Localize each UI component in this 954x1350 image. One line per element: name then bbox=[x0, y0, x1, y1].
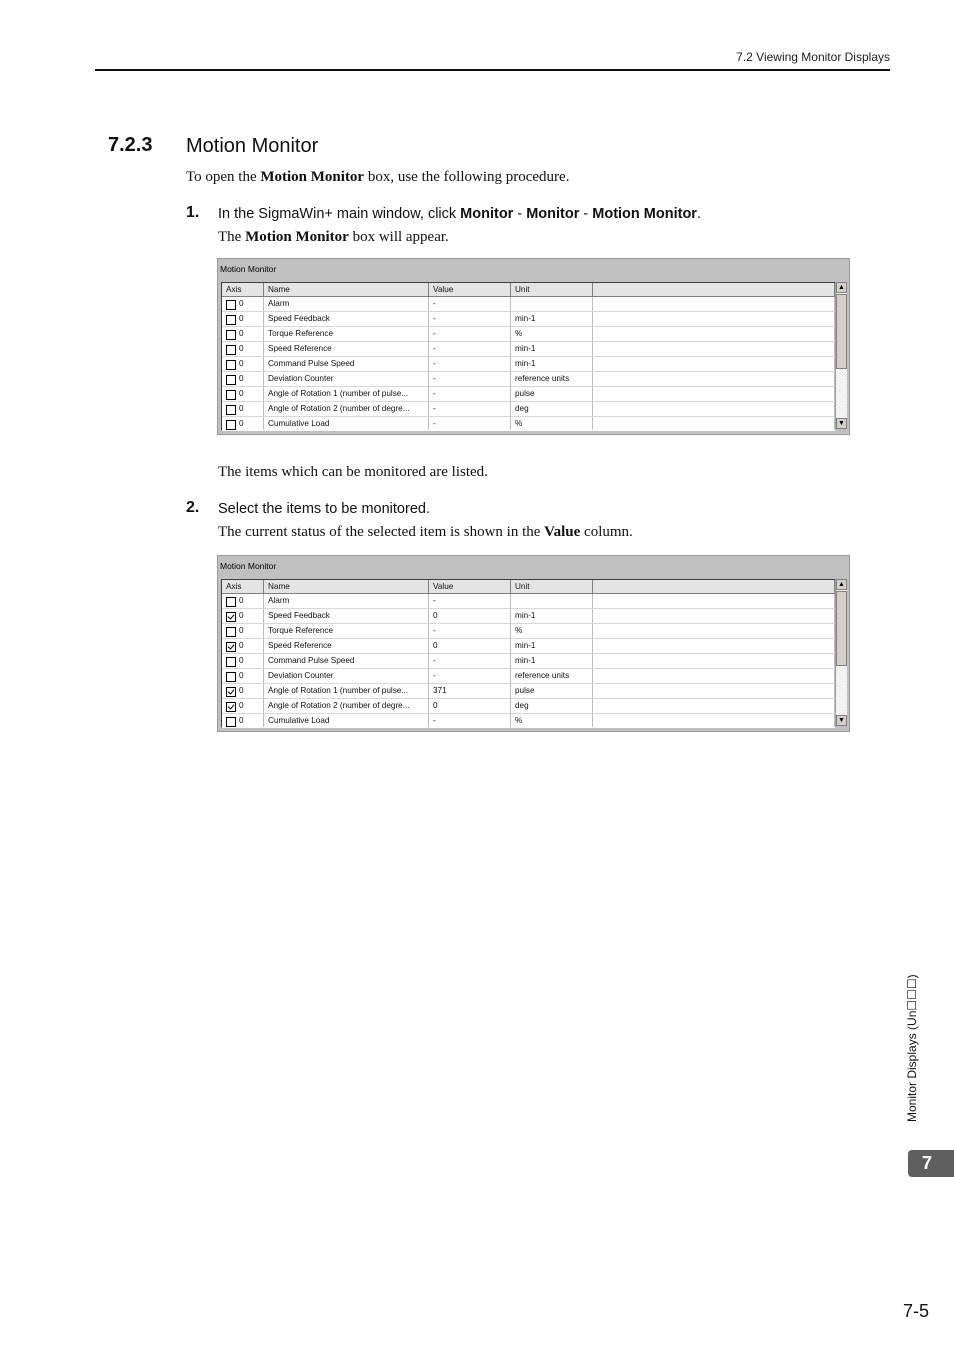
unit-cell: min-1 bbox=[511, 639, 593, 653]
unit-cell: pulse bbox=[511, 684, 593, 698]
column-header-axis[interactable]: Axis bbox=[222, 283, 264, 296]
unit-cell: min-1 bbox=[511, 609, 593, 623]
table-row[interactable] bbox=[222, 624, 835, 639]
value-cell: - bbox=[429, 669, 511, 683]
unit-cell: deg bbox=[511, 699, 593, 713]
menu-motion-monitor: Motion Monitor bbox=[592, 206, 697, 222]
unit-cell: % bbox=[511, 327, 593, 341]
blank-cell bbox=[593, 684, 835, 698]
table-row[interactable] bbox=[222, 669, 835, 684]
intro-text-2: box, use the following procedure. bbox=[364, 169, 570, 185]
unit-cell bbox=[511, 594, 593, 608]
checkbox-checked-icon[interactable] bbox=[226, 687, 236, 697]
name-cell: Speed Reference bbox=[264, 639, 429, 653]
axis-number: 0 bbox=[239, 344, 244, 353]
name-cell: Command Pulse Speed bbox=[264, 357, 429, 371]
axis-cell bbox=[222, 387, 264, 401]
axis-cell bbox=[222, 654, 264, 668]
checkbox-icon[interactable] bbox=[226, 345, 236, 355]
value-cell: 0 bbox=[429, 699, 511, 713]
name-cell: Cumulative Load bbox=[264, 714, 429, 728]
axis-number: 0 bbox=[239, 359, 244, 368]
column-header-value[interactable]: Value bbox=[429, 580, 511, 593]
name-cell: Speed Feedback bbox=[264, 312, 429, 326]
table-row[interactable] bbox=[222, 639, 835, 654]
blank-cell bbox=[593, 417, 835, 431]
step-2-body-text-2: column. bbox=[580, 524, 633, 540]
step-2-body bbox=[218, 524, 633, 541]
section-number: 7.2.3 bbox=[108, 134, 153, 156]
step-1-body-text-1: The bbox=[218, 229, 246, 245]
scroll-up-icon[interactable]: ▲ bbox=[836, 579, 847, 590]
checkbox-checked-icon[interactable] bbox=[226, 702, 236, 712]
name-cell: Alarm bbox=[264, 297, 429, 311]
vertical-scrollbar[interactable] bbox=[835, 282, 847, 429]
checkbox-icon[interactable] bbox=[226, 672, 236, 682]
table-row[interactable] bbox=[222, 297, 835, 312]
column-header-unit[interactable]: Unit bbox=[511, 283, 593, 296]
axis-number: 0 bbox=[239, 299, 244, 308]
table-row[interactable] bbox=[222, 594, 835, 609]
checkbox-icon[interactable] bbox=[226, 717, 236, 727]
table-row[interactable] bbox=[222, 417, 835, 431]
column-header-name[interactable]: Name bbox=[264, 580, 429, 593]
table-row[interactable] bbox=[222, 684, 835, 699]
unit-cell bbox=[511, 297, 593, 311]
value-cell: - bbox=[429, 297, 511, 311]
value-cell: - bbox=[429, 342, 511, 356]
axis-cell bbox=[222, 594, 264, 608]
checkbox-checked-icon[interactable] bbox=[226, 612, 236, 622]
table-row[interactable] bbox=[222, 327, 835, 342]
axis-number: 0 bbox=[239, 329, 244, 338]
blank-cell bbox=[593, 402, 835, 416]
name-cell: Angle of Rotation 2 (number of degre... bbox=[264, 699, 429, 713]
value-cell: - bbox=[429, 594, 511, 608]
blank-cell bbox=[593, 699, 835, 713]
grid-header bbox=[222, 580, 835, 594]
step-1-body-bold: Motion Monitor bbox=[245, 229, 349, 245]
value-cell: - bbox=[429, 624, 511, 638]
blank-cell bbox=[593, 594, 835, 608]
window-title: Motion Monitor bbox=[220, 264, 277, 274]
chapter-side-label: Monitor Displays (Un☐☐☐) bbox=[905, 974, 919, 1122]
table-row[interactable] bbox=[222, 654, 835, 669]
table-row[interactable] bbox=[222, 342, 835, 357]
unit-cell: min-1 bbox=[511, 654, 593, 668]
menu-separator-2: - bbox=[579, 206, 593, 222]
column-header-axis[interactable]: Axis bbox=[222, 580, 264, 593]
axis-number: 0 bbox=[239, 404, 244, 413]
value-cell: - bbox=[429, 714, 511, 728]
name-cell: Deviation Counter bbox=[264, 669, 429, 683]
axis-cell bbox=[222, 297, 264, 311]
grid-header bbox=[222, 283, 835, 297]
menu-monitor-2: Monitor bbox=[526, 206, 580, 222]
step-1-body bbox=[218, 229, 449, 246]
window-title: Motion Monitor bbox=[220, 561, 277, 571]
axis-cell bbox=[222, 639, 264, 653]
blank-cell bbox=[593, 609, 835, 623]
value-cell: - bbox=[429, 402, 511, 416]
value-cell: - bbox=[429, 387, 511, 401]
step-2-number: 2. bbox=[186, 499, 200, 516]
value-cell: - bbox=[429, 654, 511, 668]
name-cell: Angle of Rotation 2 (number of degre... bbox=[264, 402, 429, 416]
step-1-instruction bbox=[218, 206, 701, 222]
unit-cell: deg bbox=[511, 402, 593, 416]
table-row[interactable] bbox=[222, 357, 835, 372]
axis-number: 0 bbox=[239, 626, 244, 635]
axis-cell bbox=[222, 312, 264, 326]
axis-cell bbox=[222, 699, 264, 713]
step-1-body-text-2: box will appear. bbox=[348, 229, 449, 245]
column-header-name[interactable]: Name bbox=[264, 283, 429, 296]
checkbox-checked-icon[interactable] bbox=[226, 642, 236, 652]
value-cell: - bbox=[429, 417, 511, 431]
column-header-unit[interactable]: Unit bbox=[511, 580, 593, 593]
column-header-value[interactable]: Value bbox=[429, 283, 511, 296]
axis-number: 0 bbox=[239, 389, 244, 398]
column-header-blank bbox=[593, 283, 835, 296]
unit-cell: reference units bbox=[511, 372, 593, 386]
table-row[interactable] bbox=[222, 387, 835, 402]
checkbox-icon[interactable] bbox=[226, 405, 236, 415]
blank-cell bbox=[593, 312, 835, 326]
axis-number: 0 bbox=[239, 716, 244, 725]
chapter-tab: 7 bbox=[908, 1150, 954, 1177]
step-1-text: In the SigmaWin+ main window, click bbox=[218, 206, 461, 222]
name-cell: Deviation Counter bbox=[264, 372, 429, 386]
value-cell: 0 bbox=[429, 639, 511, 653]
name-cell: Angle of Rotation 1 (number of pulse... bbox=[264, 387, 429, 401]
axis-number: 0 bbox=[239, 641, 244, 650]
blank-cell bbox=[593, 357, 835, 371]
step-2-body-text-1: The current status of the selected item is shown in the bbox=[218, 524, 545, 540]
unit-cell: min-1 bbox=[511, 357, 593, 371]
blank-cell bbox=[593, 297, 835, 311]
motion-monitor-window-1 bbox=[217, 258, 850, 435]
axis-number: 0 bbox=[239, 374, 244, 383]
axis-cell bbox=[222, 669, 264, 683]
step-2-instruction: Select the items to be monitored. bbox=[218, 501, 430, 517]
name-cell: Speed Reference bbox=[264, 342, 429, 356]
checkbox-icon[interactable] bbox=[226, 627, 236, 637]
blank-cell bbox=[593, 624, 835, 638]
checkbox-icon[interactable] bbox=[226, 390, 236, 400]
blank-cell bbox=[593, 714, 835, 728]
step-1-end: . bbox=[696, 206, 701, 222]
intro-paragraph bbox=[186, 169, 569, 186]
scroll-thumb[interactable] bbox=[836, 294, 847, 369]
unit-cell: % bbox=[511, 417, 593, 431]
checkbox-icon[interactable] bbox=[226, 420, 236, 430]
intro-text-1: To open the bbox=[186, 169, 261, 185]
value-cell: 371 bbox=[429, 684, 511, 698]
axis-cell bbox=[222, 327, 264, 341]
axis-number: 0 bbox=[239, 596, 244, 605]
table-row[interactable] bbox=[222, 714, 835, 728]
name-cell: Angle of Rotation 1 (number of pulse... bbox=[264, 684, 429, 698]
axis-cell bbox=[222, 684, 264, 698]
table-row[interactable] bbox=[222, 699, 835, 714]
axis-cell bbox=[222, 357, 264, 371]
step-2-body-bold: Value bbox=[544, 524, 581, 540]
menu-monitor-1: Monitor bbox=[460, 206, 514, 222]
column-header-blank bbox=[593, 580, 835, 593]
vertical-scrollbar[interactable] bbox=[835, 579, 847, 726]
checkbox-icon[interactable] bbox=[226, 375, 236, 385]
motion-monitor-window-2 bbox=[217, 555, 850, 732]
blank-cell bbox=[593, 372, 835, 386]
checkbox-icon[interactable] bbox=[226, 597, 236, 607]
axis-cell bbox=[222, 714, 264, 728]
value-cell: - bbox=[429, 312, 511, 326]
name-cell: Torque Reference bbox=[264, 327, 429, 341]
intro-bold: Motion Monitor bbox=[260, 169, 365, 185]
scroll-down-icon[interactable]: ▼ bbox=[836, 418, 847, 429]
axis-number: 0 bbox=[239, 419, 244, 428]
value-cell: - bbox=[429, 327, 511, 341]
axis-cell bbox=[222, 402, 264, 416]
checkbox-icon[interactable] bbox=[226, 360, 236, 370]
monitor-grid bbox=[221, 282, 835, 431]
name-cell: Torque Reference bbox=[264, 624, 429, 638]
value-cell: - bbox=[429, 357, 511, 371]
axis-cell bbox=[222, 624, 264, 638]
blank-cell bbox=[593, 342, 835, 356]
scroll-thumb[interactable] bbox=[836, 591, 847, 666]
name-cell: Alarm bbox=[264, 594, 429, 608]
axis-number: 0 bbox=[239, 656, 244, 665]
blank-cell bbox=[593, 669, 835, 683]
menu-separator-1: - bbox=[513, 206, 527, 222]
axis-number: 0 bbox=[239, 314, 244, 323]
name-cell: Speed Feedback bbox=[264, 609, 429, 623]
value-cell: 0 bbox=[429, 609, 511, 623]
unit-cell: min-1 bbox=[511, 342, 593, 356]
blank-cell bbox=[593, 327, 835, 341]
running-head: 7.2 Viewing Monitor Displays bbox=[736, 50, 890, 64]
table-row[interactable] bbox=[222, 312, 835, 327]
blank-cell bbox=[593, 654, 835, 668]
step-1-number: 1. bbox=[186, 204, 200, 221]
checkbox-icon[interactable] bbox=[226, 315, 236, 325]
axis-cell bbox=[222, 372, 264, 386]
unit-cell: reference units bbox=[511, 669, 593, 683]
axis-cell bbox=[222, 342, 264, 356]
axis-number: 0 bbox=[239, 671, 244, 680]
scroll-down-icon[interactable]: ▼ bbox=[836, 715, 847, 726]
axis-cell bbox=[222, 609, 264, 623]
blank-cell bbox=[593, 387, 835, 401]
checkbox-icon[interactable] bbox=[226, 300, 236, 310]
name-cell: Cumulative Load bbox=[264, 417, 429, 431]
scroll-up-icon[interactable]: ▲ bbox=[836, 282, 847, 293]
header-rule bbox=[95, 69, 890, 71]
step-1-result: The items which can be monitored are listed. bbox=[218, 464, 488, 480]
table-row[interactable] bbox=[222, 402, 835, 417]
unit-cell: min-1 bbox=[511, 312, 593, 326]
unit-cell: % bbox=[511, 624, 593, 638]
monitor-grid bbox=[221, 579, 835, 728]
table-row[interactable] bbox=[222, 372, 835, 387]
checkbox-icon[interactable] bbox=[226, 657, 236, 667]
axis-number: 0 bbox=[239, 701, 244, 710]
axis-number: 0 bbox=[239, 611, 244, 620]
name-cell: Command Pulse Speed bbox=[264, 654, 429, 668]
unit-cell: pulse bbox=[511, 387, 593, 401]
page-number: 7-5 bbox=[903, 1301, 930, 1321]
axis-cell bbox=[222, 417, 264, 431]
value-cell: - bbox=[429, 372, 511, 386]
blank-cell bbox=[593, 639, 835, 653]
table-row[interactable] bbox=[222, 609, 835, 624]
axis-number: 0 bbox=[239, 686, 244, 695]
section-title: Motion Monitor bbox=[186, 135, 319, 157]
checkbox-icon[interactable] bbox=[226, 330, 236, 340]
unit-cell: % bbox=[511, 714, 593, 728]
